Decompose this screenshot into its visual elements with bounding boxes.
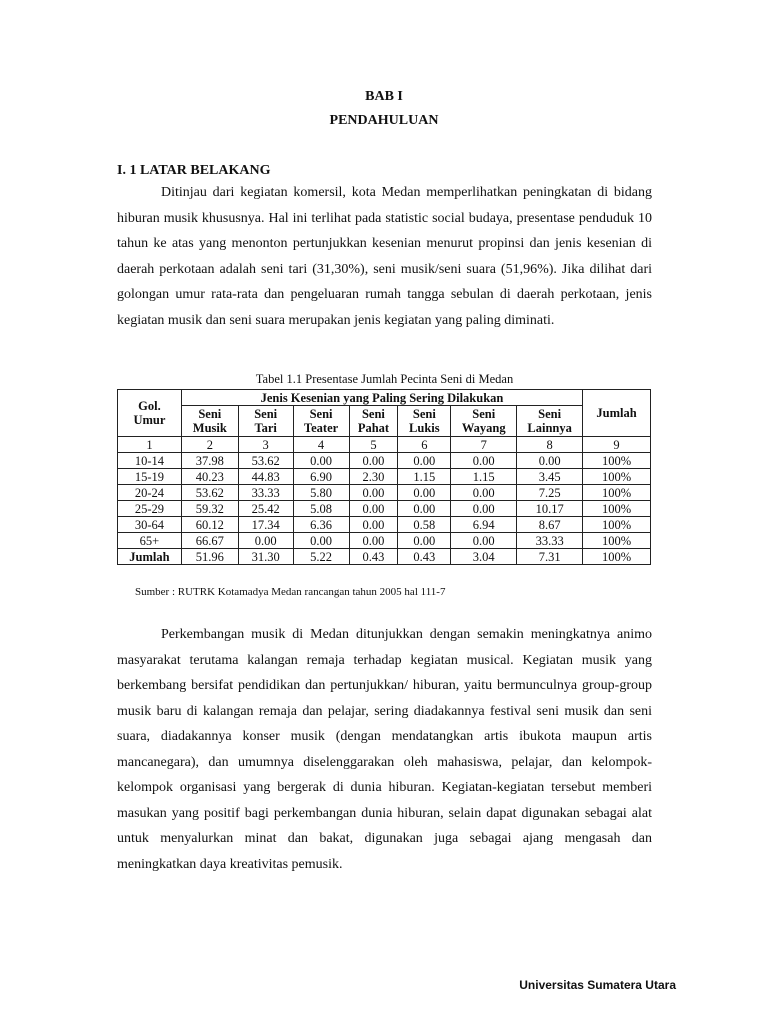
section-heading: I. 1 LATAR BELAKANG xyxy=(117,163,271,178)
table-cell: 0.00 xyxy=(349,485,398,501)
age-group-header: Gol. Umur xyxy=(118,390,182,437)
table-cell: 0.00 xyxy=(451,533,517,549)
table-cell: 100% xyxy=(583,549,651,565)
table-cell: 3.45 xyxy=(517,469,583,485)
table-cell: 5.80 xyxy=(293,485,349,501)
column-header: Seni Teater xyxy=(293,406,349,437)
table-cell: 53.62 xyxy=(181,485,238,501)
table-cell: 7.31 xyxy=(517,549,583,565)
footer-institution: Universitas Sumatera Utara xyxy=(519,978,676,992)
table-cell: 25.42 xyxy=(238,501,293,517)
row-label-cell: 30-64 xyxy=(118,517,182,533)
column-header: Seni Wayang xyxy=(451,406,517,437)
table-row xyxy=(118,501,651,517)
table-cell: 33.33 xyxy=(238,485,293,501)
table-caption: Tabel 1.1 Presentase Jumlah Pecinta Seni di Medan xyxy=(255,372,514,386)
chapter-title: PENDAHULUAN xyxy=(329,113,439,128)
source-note: Sumber : RUTRK Kotamadya Medan rancangan tahun 2005 hal 111-7 xyxy=(135,586,446,598)
table-cell: 33.33 xyxy=(517,533,583,549)
table-cell: 1.15 xyxy=(398,469,451,485)
table-cell: 0.00 xyxy=(517,453,583,469)
table-cell: 100% xyxy=(583,485,651,501)
row-label-cell: 25-29 xyxy=(118,501,182,517)
table-cell: 0.00 xyxy=(451,485,517,501)
table-cell: 44.83 xyxy=(238,469,293,485)
table-cell: 17.34 xyxy=(238,517,293,533)
table-cell: 0.43 xyxy=(398,549,451,565)
table-cell: 37.98 xyxy=(181,453,238,469)
table-cell: 5.22 xyxy=(293,549,349,565)
table-cell: 8.67 xyxy=(517,517,583,533)
paragraph-intro: Ditinjau dari kegiatan komersil, kota Medan memperlihatkan peningkatan di bidang hiburan musik khususnya. Hal ini terlihat pada statistic social budaya, presentase penduduk 10 tahun ke atas yang menonton pertunjukkan kesenian menurut propinsi dan jenis kesenian di daerah perkotaan adalah seni tari (31,30%), seni musik/seni suara (51,96%). Jika dilihat dari golongan umur rata-rata dan pengeluaran rumah tangga sebulan di daerah perkotaan, jenis kegiatan musik dan seni suara merupakan jenis kegiatan yang paling diminati. xyxy=(117,185,652,328)
table-cell: 0.00 xyxy=(398,453,451,469)
column-header: Seni Pahat xyxy=(349,406,398,437)
table-cell: 0.00 xyxy=(451,501,517,517)
table-row xyxy=(118,517,651,533)
column-header: Seni Musik xyxy=(181,406,238,437)
table-cell: 0.00 xyxy=(238,533,293,549)
paragraph-development: Perkembangan musik di Medan ditunjukkan dengan semakin meningkatnya animo masyarakat terutama kalangan remaja terhadap kegiatan musical. Kegiatan musik yang berkembang bersifat pendidikan dan pertunjukkan/ hiburan, yaitu bermunculnya group-group musik baru di kalangan remaja dan pelajar, sering diadakannya festival seni musik dan seni suara, diadakannya konser musik (dengan mendatangkan artis ibukota maupun artis mancanegara), dan umumnya diselenggarakan oleh mahasiswa, pelajar, dan kelompok-kelompok organisasi yang bergerak di dunia hiburan. Kegiatan-kegiatan tersebut memberi masukan yang positif bagi perkembangan dunia hiburan, selain dapat digunakan sebagai alat untuk menyalurkan minat dan bakat, digunakan juga sebagai ajang mengasah dan meningkatkan daya kreativitas pemusik. xyxy=(117,627,652,872)
row-label-cell: 10-14 xyxy=(118,453,182,469)
table-row xyxy=(118,453,651,469)
column-header: Seni Lainnya xyxy=(517,406,583,437)
table-cell: 51.96 xyxy=(181,549,238,565)
table-cell: 40.23 xyxy=(181,469,238,485)
column-header: Seni Tari xyxy=(238,406,293,437)
table-cell: 3.04 xyxy=(451,549,517,565)
group-header: Jenis Kesenian yang Paling Sering Dilakukan xyxy=(181,390,582,406)
table-cell: 0.00 xyxy=(451,453,517,469)
row-label-cell: Jumlah xyxy=(118,549,182,565)
table-cell: 1.15 xyxy=(451,469,517,485)
table-cell: 0.00 xyxy=(293,533,349,549)
table-row xyxy=(118,469,651,485)
table-cell: 59.32 xyxy=(181,501,238,517)
table-cell: 0.00 xyxy=(349,453,398,469)
table-cell: 0.58 xyxy=(398,517,451,533)
table-cell: 6.36 xyxy=(293,517,349,533)
table-cell: 0.00 xyxy=(398,501,451,517)
table-cell: 53.62 xyxy=(238,453,293,469)
table-cell: 7.25 xyxy=(517,485,583,501)
table-cell: 0.00 xyxy=(349,501,398,517)
table-cell: 0.00 xyxy=(398,533,451,549)
table-cell: 100% xyxy=(583,453,651,469)
row-label-cell: 65+ xyxy=(118,533,182,549)
table-row xyxy=(118,485,651,501)
table-cell: 6.90 xyxy=(293,469,349,485)
table-cell: 0.00 xyxy=(349,533,398,549)
column-header: Seni Lukis xyxy=(398,406,451,437)
total-row xyxy=(118,549,651,565)
table-cell: 100% xyxy=(583,533,651,549)
table-cell: 100% xyxy=(583,501,651,517)
table-cell: 0.43 xyxy=(349,549,398,565)
table-cell: 66.67 xyxy=(181,533,238,549)
total-header: Jumlah xyxy=(583,390,651,437)
table-cell: 5.08 xyxy=(293,501,349,517)
table-cell: 100% xyxy=(583,517,651,533)
row-label-cell: 20-24 xyxy=(118,485,182,501)
table-cell: 31.30 xyxy=(238,549,293,565)
table-cell: 60.12 xyxy=(181,517,238,533)
chapter-number: BAB I xyxy=(365,89,403,104)
table-row xyxy=(118,533,651,549)
row-label-cell: 15-19 xyxy=(118,469,182,485)
table-cell: 10.17 xyxy=(517,501,583,517)
table-cell: 0.00 xyxy=(349,517,398,533)
table-cell: 2.30 xyxy=(349,469,398,485)
data-table xyxy=(117,389,651,565)
table-cell: 0.00 xyxy=(293,453,349,469)
index-row: 1 2 3 4 5 6 7 8 9 xyxy=(118,437,651,453)
table-cell: 6.94 xyxy=(451,517,517,533)
table-cell: 100% xyxy=(583,469,651,485)
table-cell: 0.00 xyxy=(398,485,451,501)
